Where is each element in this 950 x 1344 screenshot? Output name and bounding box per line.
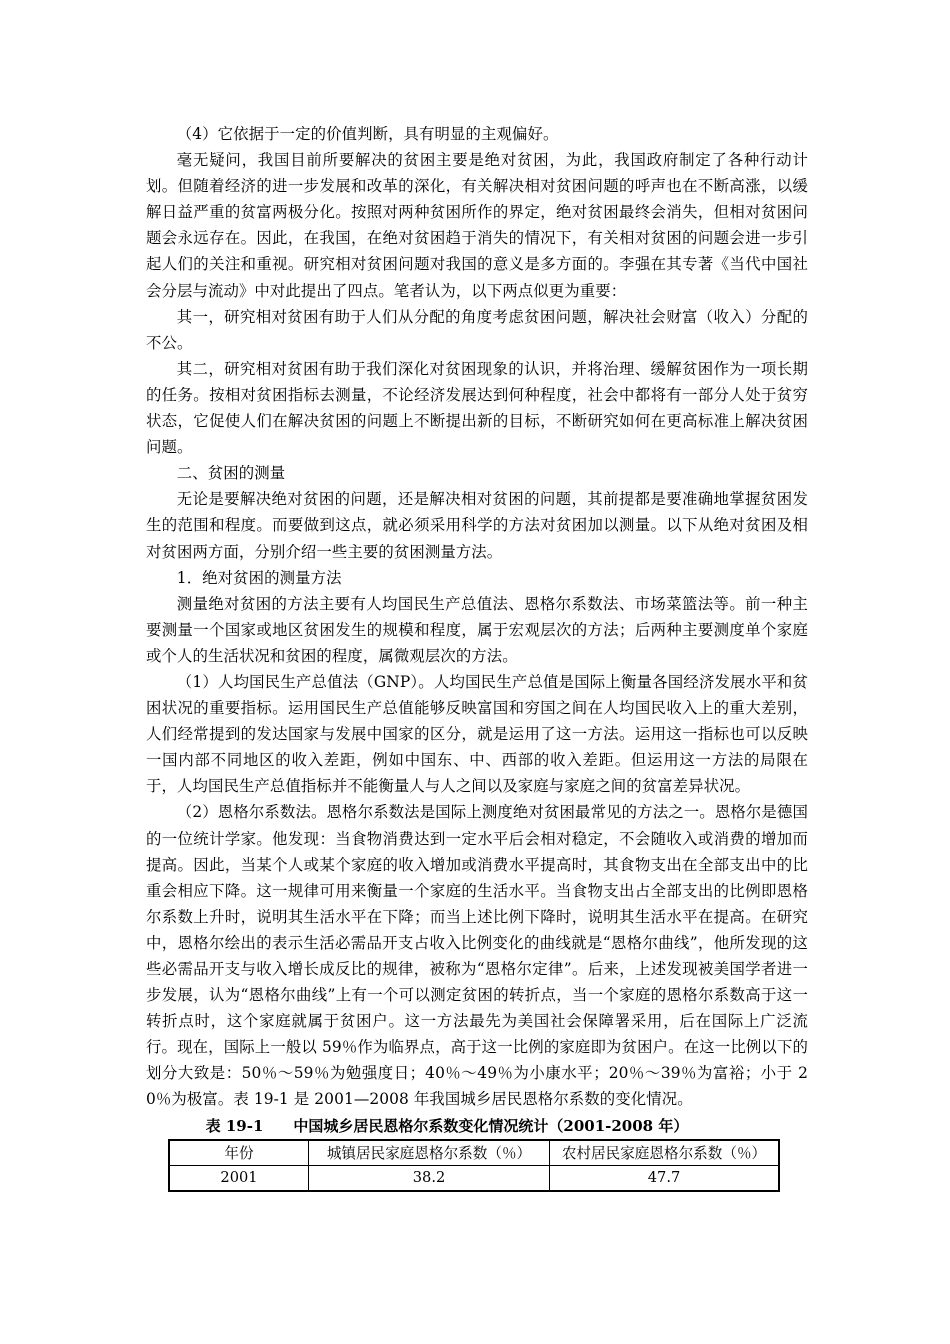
- header-year: 年份: [169, 1140, 309, 1166]
- section-heading-poverty-measurement: 二、贫困的测量: [176, 464, 286, 483]
- cell-rural: 47.7: [550, 1165, 780, 1191]
- header-urban: 城镇居民家庭恩格尔系数（％）: [309, 1140, 550, 1166]
- paragraph-point-two: 其二，研究相对贫困有助于我们深化对贫困现象的认识，并将治理、缓解贫困作为一项长期的任务。按相对贫困指标去测量，不论经济发展达到何种程度，社会中都将有一部分人处于贫穷状态，它促使人们在解决贫困的问题上不断提出新的目标，不断研究如何在更高标准上解决贫困问题。: [146, 359, 808, 457]
- subsection-heading-absolute-poverty: 1．绝对贫困的测量方法: [176, 568, 342, 587]
- header-rural: 农村居民家庭恩格尔系数（％）: [550, 1140, 780, 1166]
- document-page: [146, 121, 808, 1192]
- table-header-row: [169, 1140, 779, 1166]
- paragraph-engel-method: （2）恩格尔系数法。恩格尔系数法是国际上测度绝对贫困最常见的方法之一。恩格尔是德国的一位统计学家。他发现：当食物消费达到一定水平后会相对稳定，不会随收入或消费的增加而提高。因此，当某个人或某个家庭的收入增加或消费水平提高时，其食物支出在全部支出中的比重会相应下降。这一规律可用来衡量一个家庭的生活水平。当食物支出占全部支出的比例即恩格尔系数上升时，说明其生活水平在下降；而当上述比例下降时，说明其生活水平在提高。在研究中，恩格尔绘出的表示生活必需品开支占收入比例变化的曲线就是“恩格尔曲线”，他所发现的这些必需品开支与收入增长成反比的规律，被称为“恩格尔定律”。后来，上述发现被美国学者进一步发展，认为“恩格尔曲线”上有一个可以测定贫困的转折点，当一个家庭的恩格尔系数高于这一转折点时，这个家庭就属于贫困户。这一方法最先为美国社会保障署采用，后在国际上广泛流行。现在，国际上一般以 59％作为临界点，高于这一比例的家庭即为贫困户。在这一比例以下的划分大致是：50％～59％为勉强度日；40％～49％为小康水平；20％～39％为富裕；小于 20％为极富。表 19-1 是 2001—2008 年我国城乡居民恩格尔系数的变化情况。: [146, 803, 808, 1109]
- engel-coefficient-table: [168, 1139, 780, 1192]
- table-row: [169, 1165, 779, 1191]
- table-title: 表 19-1 中国城乡居民恩格尔系数变化情况统计（2001-2008 年）: [205, 1116, 689, 1135]
- paragraph-measurement-intro: 无论是要解决绝对贫困的问题，还是解决相对贫困的问题，其前提都是要准确地掌握贫困发生的范围和程度。而要做到这点，就必须采用科学的方法对贫困加以测量。以下从绝对贫困及相对贫困两方面，分别介绍一些主要的贫困测量方法。: [146, 490, 808, 561]
- paragraph-relative-poverty-significance: 毫无疑问，我国目前所要解决的贫困主要是绝对贫困，为此，我国政府制定了各种行动计划。但随着经济的进一步发展和改革的深化，有关解决相对贫困问题的呼声也在不断高涨，以缓解日益严重的贫富两极分化。按照对两种贫困所作的界定，绝对贫困最终会消失，但相对贫困问题会永远存在。因此，在我国，在绝对贫困趋于消失的情况下，有关相对贫困的问题会进一步引起人们的关注和重视。研究相对贫困问题对我国的意义是多方面的。李强在其专著《当代中国社会分层与流动》中对此提出了四点。笔者认为，以下两点似更为重要：: [146, 151, 808, 300]
- cell-urban: 38.2: [309, 1165, 550, 1191]
- paragraph-value-judgement: （4）它依据于一定的价值判断，具有明显的主观偏好。: [176, 125, 559, 143]
- paragraph-methods-overview: 测量绝对贫困的方法主要有人均国民生产总值法、恩格尔系数法、市场菜篮法等。前一种主要测量一个国家或地区贫困发生的规模和程度，属于宏观层次的方法；后两种主要测度单个家庭或个人的生活状况和贫困的程度，属微观层次的方法。: [146, 594, 808, 665]
- paragraph-gnp-method: （1）人均国民生产总值法（GNP）。人均国民生产总值是国际上衡量各国经济发展水平和贫困状况的重要指标。运用国民生产总值能够反映富国和穷国之间在人均国民收入上的重大差别，人们经常提到的发达国家与发展中国家的区分，就是运用了这一方法。运用这一指标也可以反映一国内部不同地区的收入差距，例如中国东、中、西部的收入差距。但运用这一方法的局限在于，人均国民生产总值指标并不能衡量人与人之间以及家庭与家庭之间的贫富差异状况。: [146, 672, 808, 796]
- paragraph-point-one: 其一，研究相对贫困有助于人们从分配的角度考虑贫困问题，解决社会财富（收入）分配的不公。: [146, 307, 808, 352]
- cell-year: 2001: [169, 1165, 309, 1191]
